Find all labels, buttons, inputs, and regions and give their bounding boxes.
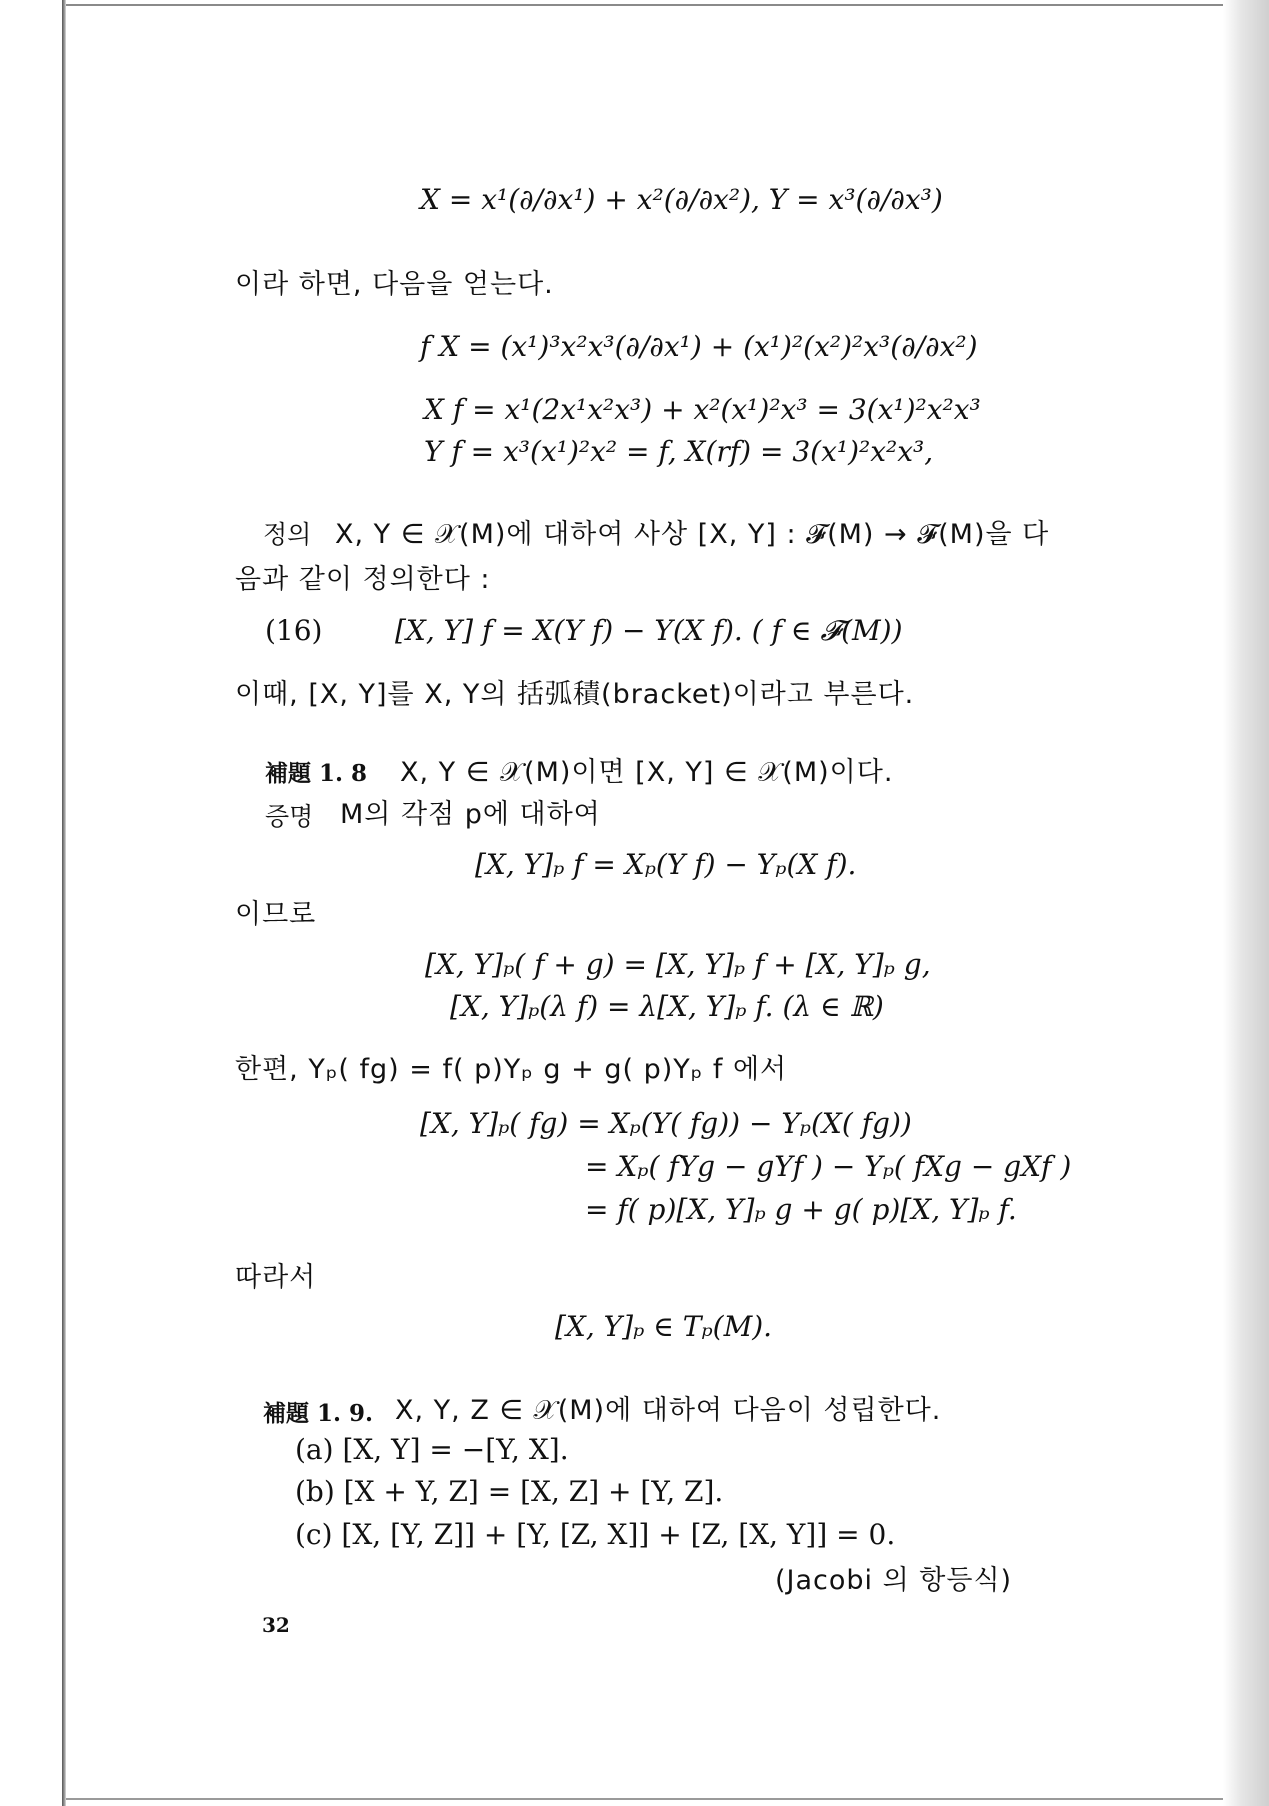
equation-linearity-2: [X, Y]ₚ(λ f) = λ[X, Y]ₚ f. (λ ∈ ℝ) (450, 990, 884, 1023)
lemma-1-9-statement: X, Y, Z ∈ 𝒳(M)에 대하여 다음이 성립한다. (395, 1395, 942, 1426)
equation-16: [X, Y] f = X(Y f) − Y(X f). ( f ∈ 𝓕(M)) (395, 614, 903, 647)
definition-line-1: X, Y ∈ 𝒳(M)에 대하여 사상 [X, Y] : 𝓕(M) → 𝓕(M)을 다 (335, 519, 1050, 550)
equation-tangent-space: [X, Y]ₚ ∈ Tₚ(M). (555, 1310, 773, 1343)
proof-text: M의 각점 p에 대하여 (340, 799, 601, 830)
equation-fx: f X = (x¹)³x²x³(∂/∂x¹) + (x¹)²(x²)²x³(∂/∂x²) (420, 330, 978, 363)
text-therefore-2: 따라서 (235, 1262, 317, 1293)
lemma-item-c: (c) [X, [Y, Z]] + [Y, [Z, X]] + [Z, [X, Y]] = 0. (295, 1518, 896, 1551)
lemma-item-a: (a) [X, Y] = −[Y, X]. (295, 1433, 569, 1466)
page-left-edge (62, 0, 66, 1806)
text-bracket-definition: 이때, [X, Y]를 X, Y의 括弧積(bracket)이라고 부른다. (235, 679, 915, 710)
equation-xy-definition: X = x¹(∂/∂x¹) + x²(∂/∂x²), Y = x³(∂/∂x³) (420, 183, 943, 216)
equation-leibniz-3: = f( p)[X, Y]ₚ g + g( p)[X, Y]ₚ f. (585, 1193, 1017, 1226)
page-bottom-border (66, 1798, 1226, 1800)
equation-yf: Y f = x³(x¹)²x² = f, X(rf) = 3(x¹)²x²x³, (424, 435, 934, 468)
equation-leibniz-1: [X, Y]ₚ( fg) = Xₚ(Y( fg)) − Yₚ(X( fg)) (420, 1107, 912, 1140)
definition-label: 정의 (263, 520, 312, 549)
equation-leibniz-2: = Xₚ( fYg − gYf ) − Yₚ( fXg − gXf ) (585, 1150, 1072, 1183)
equation-number-16: (16) (265, 614, 323, 647)
text-then-we-get: 이라 하면, 다음을 얻는다. (235, 269, 554, 300)
lemma-1-9-label: 補題 1. 9. (263, 1400, 374, 1427)
proof-label: 증명 (265, 802, 314, 831)
lemma-1-8-statement: X, Y ∈ 𝒳(M)이면 [X, Y] ∈ 𝒳(M)이다. (400, 757, 894, 788)
equation-bracket-at-p: [X, Y]ₚ f = Xₚ(Y f) − Yₚ(X f). (475, 848, 857, 881)
page-right-shadow (1223, 0, 1269, 1806)
equation-xf: X f = x¹(2x¹x²x³) + x²(x¹)²x³ = 3(x¹)²x²x³ (424, 393, 981, 426)
page-number: 32 (262, 1613, 290, 1637)
definition-line-2: 음과 같이 정의한다 : (235, 564, 491, 595)
text-therefore-1: 이므로 (235, 899, 317, 930)
lemma-item-b: (b) [X + Y, Z] = [X, Z] + [Y, Z]. (295, 1475, 724, 1508)
equation-linearity-1: [X, Y]ₚ( f + g) = [X, Y]ₚ f + [X, Y]ₚ g, (425, 948, 931, 981)
text-meanwhile: 한편, Yₚ( fg) = f( p)Yₚ g + g( p)Yₚ f 에서 (235, 1054, 788, 1085)
jacobi-identity-note: (Jacobi 의 항등식) (775, 1565, 1013, 1596)
page-top-border (66, 4, 1226, 6)
lemma-1-8-label: 補題 1. 8 (265, 760, 368, 787)
